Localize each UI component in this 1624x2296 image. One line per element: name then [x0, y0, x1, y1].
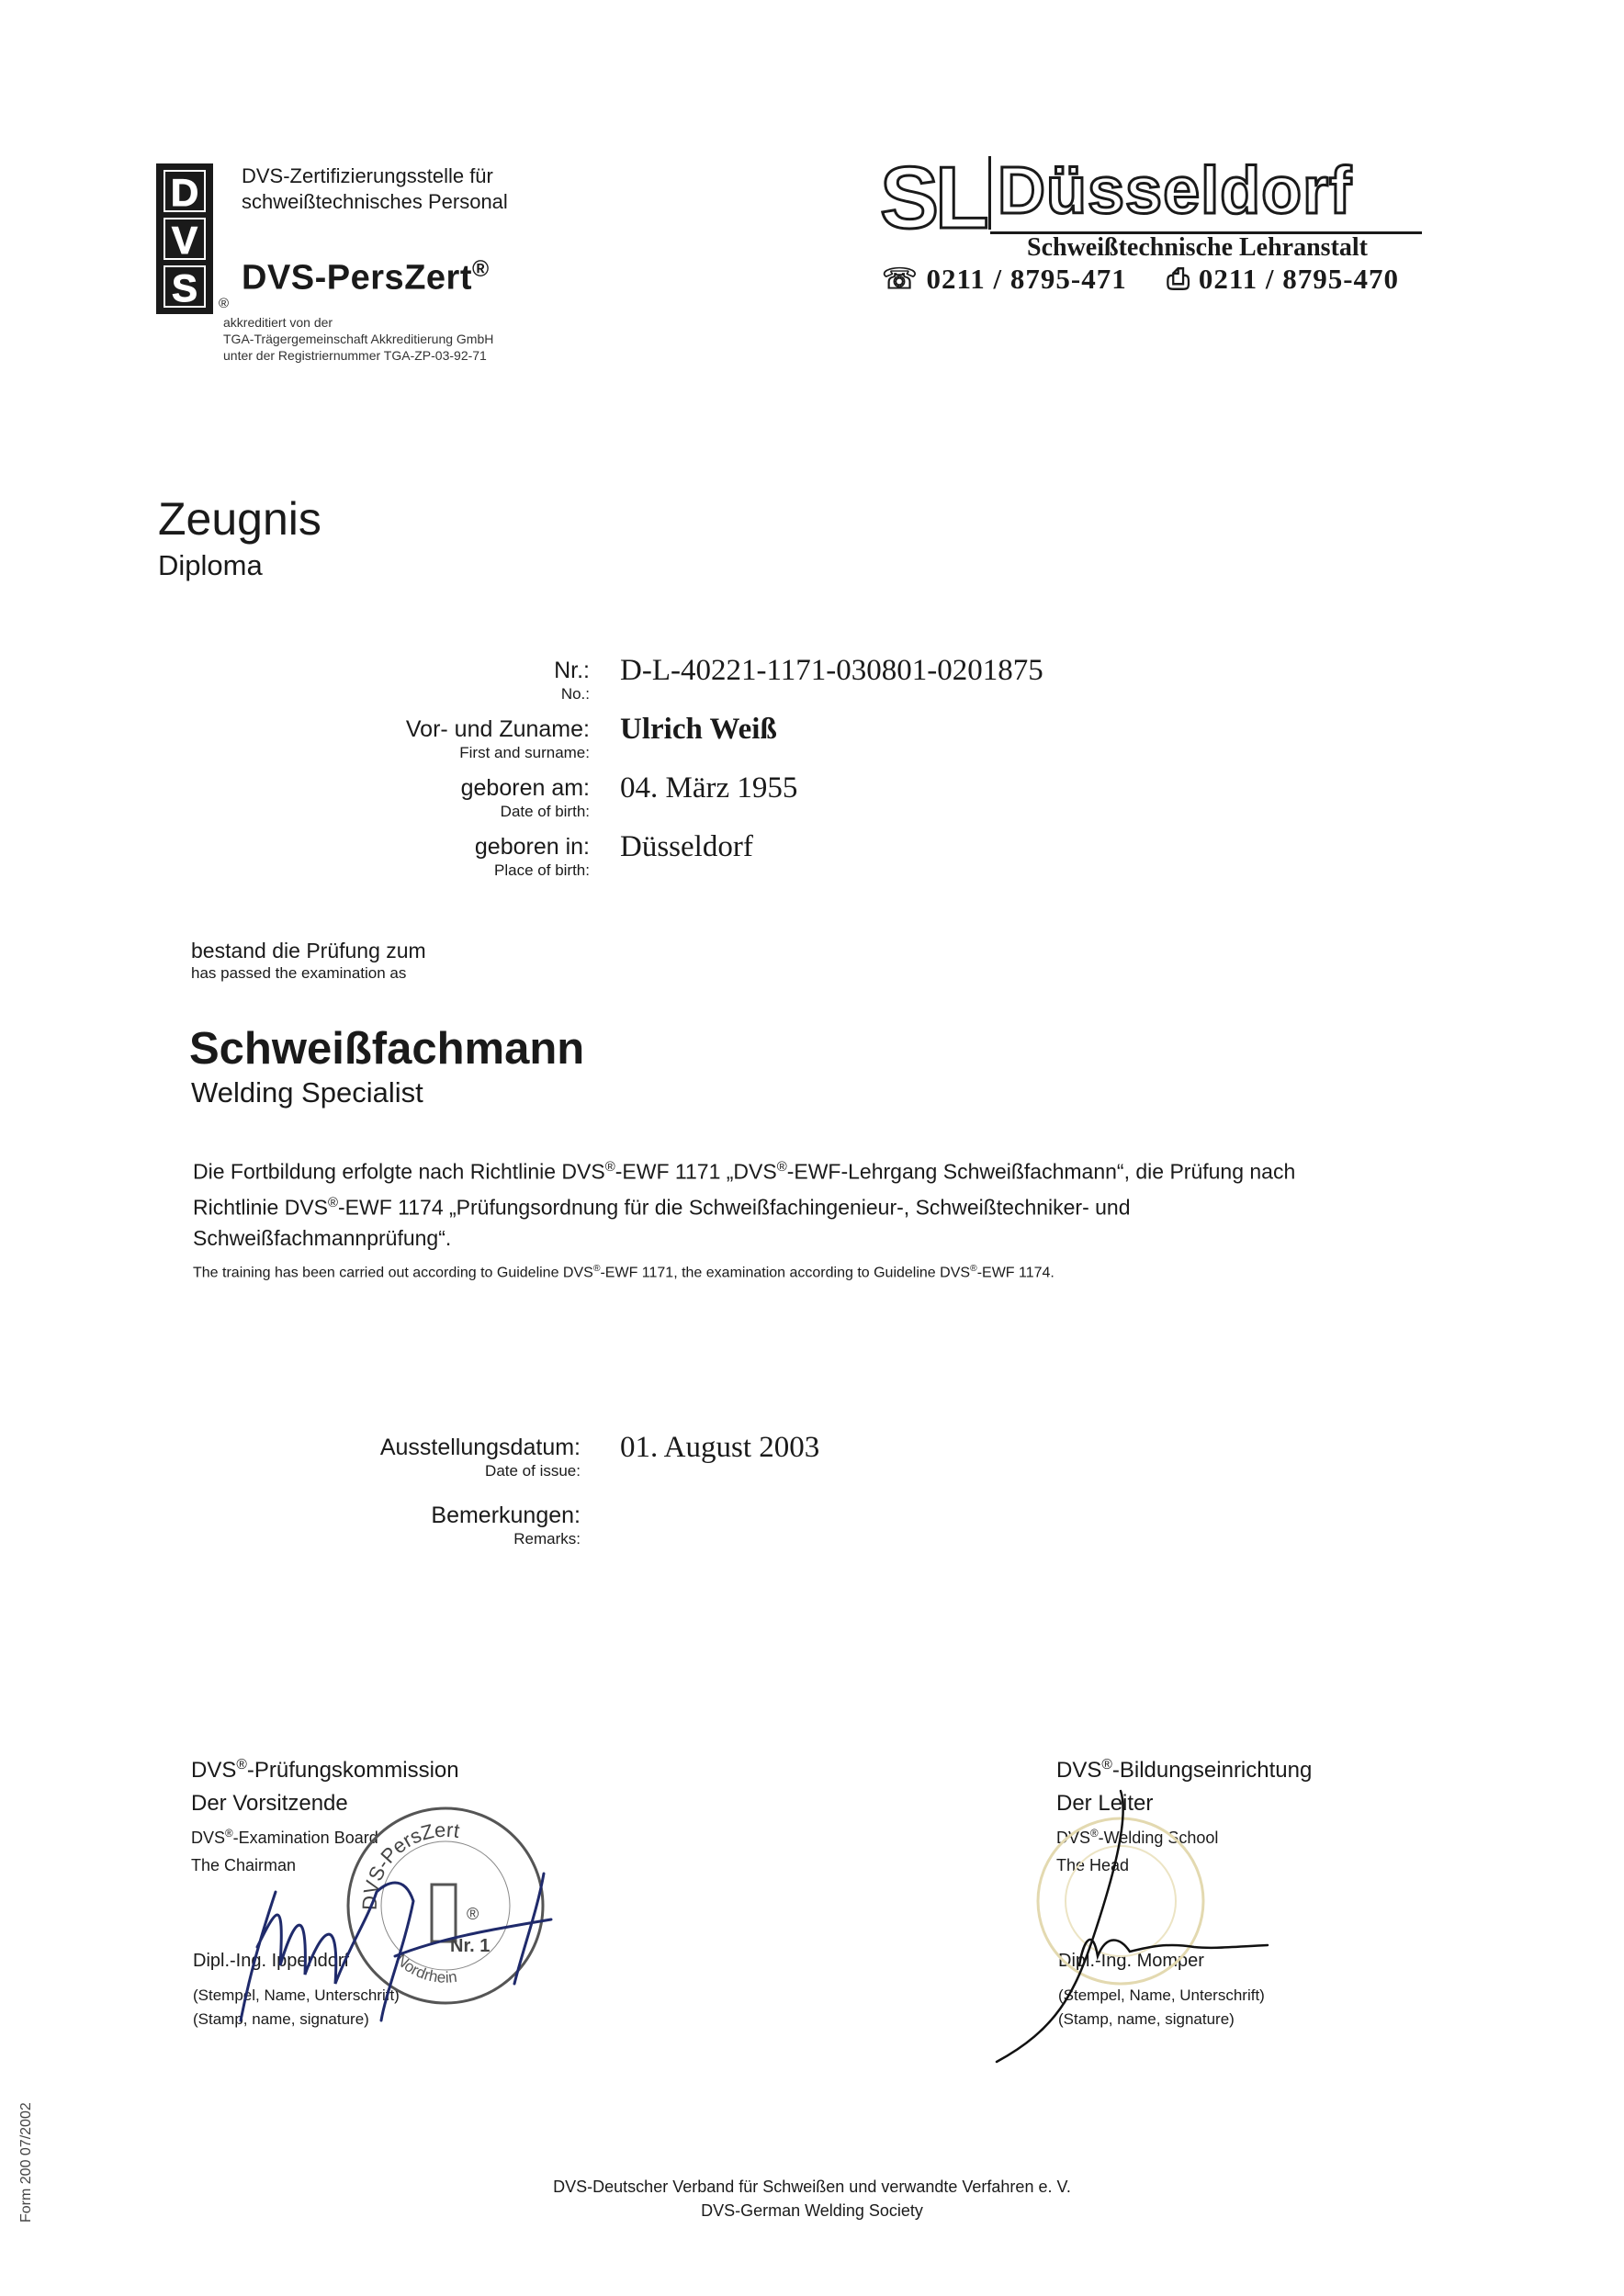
school-logo-divider [988, 156, 991, 230]
sig-right-stamp-note: (Stempel, Name, Unterschrift) (Stamp, name, signature) [1058, 1986, 1265, 2028]
fax-icon: ⎙ [1167, 263, 1191, 295]
issue-date-value: 01. August 2003 [620, 1431, 820, 1464]
qualification-subtitle: Welding Specialist [191, 1076, 423, 1109]
dvs-logo [156, 163, 213, 314]
school-subtitle: Schweißtechnische Lehranstalt [1027, 233, 1368, 262]
sig-right-line3: DVS®-Welding School [1056, 1828, 1219, 1847]
fax-number: 0211 / 8795-470 [1198, 263, 1400, 295]
field-birthdate-label-en: Date of birth: [500, 803, 590, 820]
field-name [303, 715, 1405, 773]
phone-number: 0211 / 8795-471 [926, 263, 1127, 295]
training-text-line1: Die Fortbildung erfolgte nach Richtlinie DVS®-EWF 1171 „DVS®-EWF-Lehrgang Schweißfachmann“, die Prüfung nach [193, 1159, 1296, 1184]
sig-left-line2: Der Vorsitzende [191, 1791, 348, 1816]
issue-date-label: Ausstellungsdatum: [379, 1435, 581, 1460]
field-name-value: Ulrich Weiß [620, 713, 777, 746]
page-title: Zeugnis [158, 493, 321, 545]
field-birthdate-label: geboren am: [460, 775, 590, 801]
seal-text-bottom: Nordrhein [391, 1950, 458, 1986]
sig-right-line1: DVS®-Bildungseinrichtung [1056, 1757, 1313, 1783]
sig-left-line1: DVS®-Prüfungskommission [191, 1757, 459, 1783]
cert-body [242, 163, 508, 215]
cert-body-line2: schweißtechnisches Personal [242, 190, 508, 213]
accreditation-line1: akkreditiert von der [223, 315, 333, 330]
accreditation-note [223, 314, 493, 364]
seal-text-top: DVS-PersZert [357, 1818, 462, 1911]
form-code: Form 200 07/2002 [18, 2102, 34, 2223]
field-birthplace-label-en: Place of birth: [494, 861, 590, 879]
page-subtitle: Diploma [158, 549, 263, 581]
footer-org-en: DVS-German Welding Society [701, 2201, 923, 2220]
phone-icon: ☏ [882, 263, 919, 295]
field-name-label: Vor- und Zuname: [405, 716, 590, 742]
sig-left-name: Dipl.-Ing. Ippendorf [193, 1951, 350, 1971]
sig-right-line2: Der Leiter [1056, 1791, 1154, 1816]
sig-right-name: Dipl.-Ing. Momper [1058, 1951, 1204, 1971]
field-number-value: D-L-40221-1171-030801-0201875 [620, 654, 1043, 687]
remarks-label-en: Remarks: [513, 1530, 581, 1548]
sig-right-line4: The Head [1056, 1856, 1130, 1874]
issue-date-label-en: Date of issue: [485, 1462, 581, 1480]
dvs-logo-letter-s: S [164, 265, 206, 308]
perszert-title [242, 257, 490, 298]
training-text [193, 1152, 1479, 1254]
field-birthplace [303, 832, 1405, 891]
personal-fields [303, 654, 1405, 891]
accreditation-line2: TGA-Trägergemeinschaft Akkreditierung GmbH [223, 332, 494, 346]
school-logo-sl: SL [880, 149, 986, 247]
training-text-line2: Richtlinie DVS®-EWF 1174 „Prüfungsordnung für die Schweißfachingenieur-, Schweißtechniker- und [193, 1194, 1131, 1220]
signature-ippendorf [220, 1837, 570, 2039]
school-contact [882, 263, 1399, 297]
dvs-logo-letter-v: V [164, 218, 206, 260]
dvs-logo-reg-mark: ® [219, 296, 230, 311]
perszert-text: DVS-PersZert [242, 258, 472, 298]
training-text-line3: Schweißfachmannprüfung“. [193, 1226, 452, 1251]
dvs-logo-letter-d: D [164, 170, 206, 212]
field-birthplace-value: Düsseldorf [620, 830, 753, 863]
exam-intro: bestand die Prüfung zum [191, 939, 426, 962]
perszert-reg: ® [471, 257, 490, 282]
field-name-label-en: First and surname: [459, 744, 590, 761]
field-birthplace-label: geboren in: [474, 834, 590, 860]
field-number-label: Nr.: [554, 658, 590, 683]
sig-left-line4: The Chairman [191, 1856, 297, 1874]
footer-org-de: DVS-Deutscher Verband für Schweißen und verwandte Verfahren e. V. [553, 2178, 1071, 2196]
signature-momper [983, 1773, 1295, 2066]
school-logo [880, 149, 1449, 301]
remarks-label: Bemerkungen: [431, 1503, 581, 1528]
exam-intro-en: has passed the examination as [191, 964, 407, 982]
seal-number: Nr. 1 [450, 1936, 491, 1956]
accreditation-line3: unter der Registriernummer TGA-ZP-03-92-71 [223, 348, 487, 363]
sig-left-line3: DVS®-Examination Board [191, 1828, 378, 1847]
qualification-title: Schweißfachmann [189, 1024, 585, 1074]
school-city: Düsseldorf [998, 154, 1353, 228]
field-birthdate [303, 773, 1405, 832]
cert-body-line1: DVS-Zertifizierungsstelle für [242, 164, 493, 187]
footer-org [0, 2175, 1624, 2223]
field-number-label-en: No.: [560, 685, 590, 703]
field-birthdate-value: 04. März 1955 [620, 771, 798, 805]
training-text-en: The training has been carried out according to Guideline DVS®-EWF 1171, the examination according to Guideline DVS®-EWF 1174. [193, 1264, 1054, 1281]
seal-reg-mark: ® [467, 1905, 479, 1923]
field-number [303, 654, 1405, 715]
sig-left-stamp-note: (Stempel, Name, Unterschrift) (Stamp, name, signature) [193, 1986, 400, 2028]
